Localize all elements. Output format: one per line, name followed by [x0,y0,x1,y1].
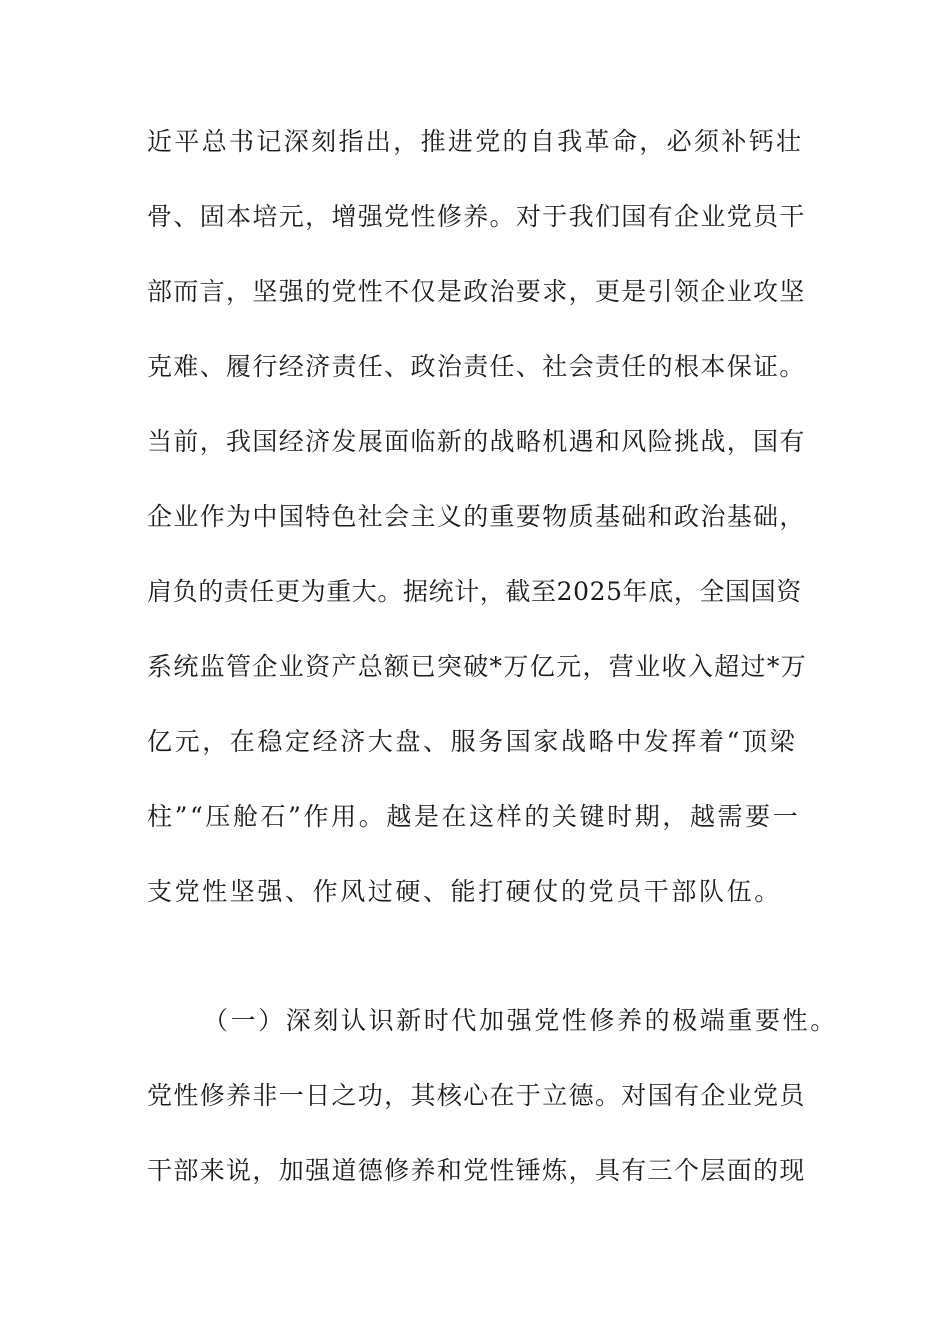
paragraph-1-line-6: 企业作为中国特色社会主义的重要物质基础和政治基础， [147,502,806,531]
paragraph-1-line-7: 肩负的责任更为重大。据统计，截至2025年底，全国国资 [147,577,802,606]
section-heading: （一）深刻认识新时代加强党性修养的极端重要性。 [203,1006,838,1035]
paragraph-1-line-4: 克难、履行经济责任、政治责任、社会责任的根本保证。 [147,352,806,381]
paragraph-1-line-1: 近平总书记深刻指出，推进党的自我革命，必须补钙壮 [147,127,804,156]
paragraph-1-line-3: 部而言，坚强的党性不仅是政治要求，更是引领企业攻坚 [147,277,806,306]
paragraph-1-line-10: 柱”“压舱石”作用。越是在这样的关键时期，越需要一 [147,802,801,831]
paragraph-1-line-2: 骨、固本培元，增强党性修养。对于我们国有企业党员干 [147,202,806,231]
paragraph-1-line-8: 系统监管企业资产总额已突破*万亿元，营业收入超过*万 [147,652,808,681]
paragraph-1-line-5: 当前，我国经济发展面临新的战略机遇和风险挑战，国有 [147,427,806,456]
paragraph-1-line-9: 亿元，在稳定经济大盘、服务国家战略中发挥着“顶梁 [147,727,798,756]
paragraph-2-line-1: 党性修养非一日之功，其核心在于立德。对国有企业党员 [147,1081,806,1110]
paragraph-1-line-11: 支党性坚强、作风过硬、能打硬仗的党员干部队伍。 [147,877,782,906]
paragraph-2-line-2: 干部来说，加强道德修养和党性锤炼，具有三个层面的现 [147,1156,806,1185]
